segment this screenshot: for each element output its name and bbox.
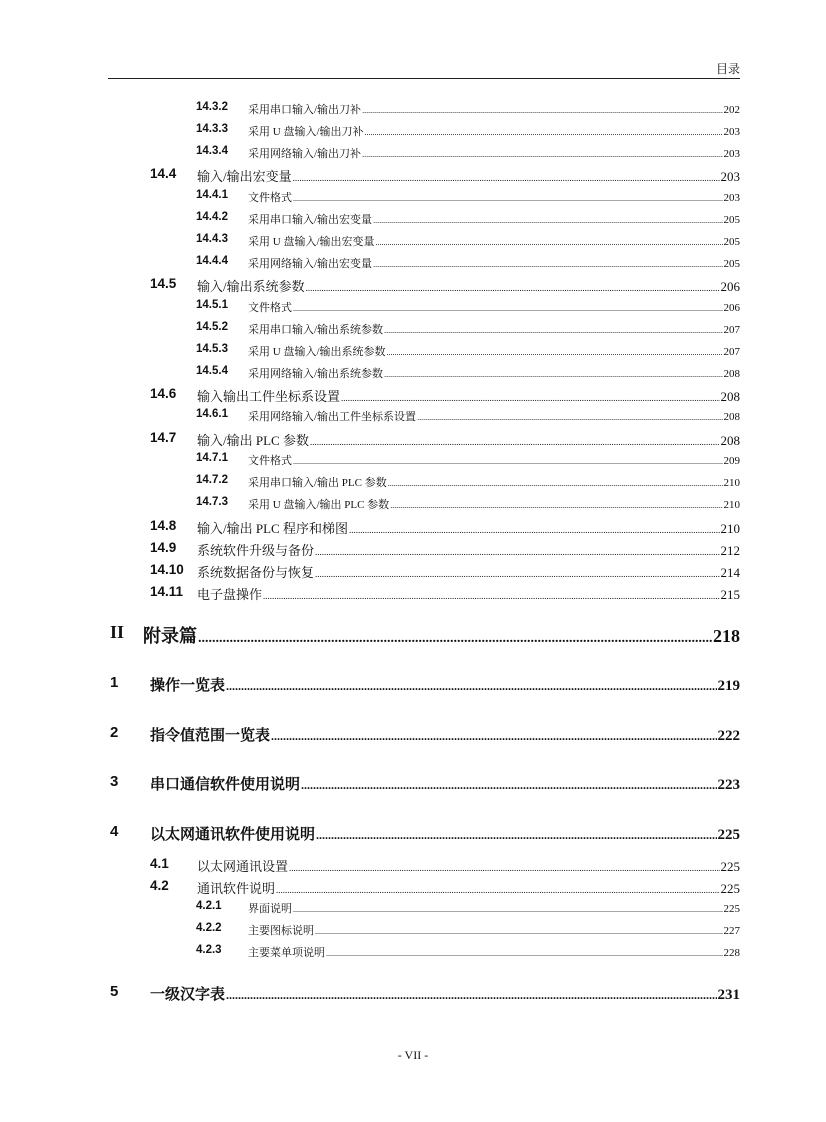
toc-entry-title: 串口通信软件使用说明 [150,775,301,793]
toc-entry[interactable] [0,452,740,468]
toc-entry-title: 采用串口输入/输出系统参数 [248,324,384,336]
toc-entry[interactable] [0,900,740,916]
toc-entry-page: 231 [717,987,740,1003]
toc-entry-number: 4 [110,823,119,840]
toc-entry-page: 205 [723,258,740,270]
toc-entry[interactable] [0,540,740,559]
dot-leader [226,679,716,694]
dot-leader [310,437,720,447]
toc-entry-page: 207 [723,346,740,358]
toc-entry[interactable] [0,101,740,117]
toc-entry-page: 207 [723,324,740,336]
toc-entry[interactable] [0,343,740,359]
toc-entry-number: 4.2.3 [196,944,222,956]
toc-entry-page: 208 [723,368,740,380]
toc-entry-number: 14.3.4 [196,145,228,157]
running-header: 目录 [715,62,740,76]
toc-entry-page: 208 [720,433,740,448]
toc-entry-number: 14.7.2 [196,474,228,486]
dot-leader [315,547,719,557]
dot-leader [198,631,712,647]
toc-entry-title: 附录篇 [143,626,197,647]
toc-entry[interactable] [0,922,740,938]
toc-entry-page: 203 [723,148,740,160]
toc-entry[interactable] [0,518,740,537]
toc-entry-title: 采用网络输入/输出宏变量 [248,258,373,270]
toc-entry-title: 输入输出工件坐标系设置 [197,389,341,404]
toc-entry-number: 5 [110,983,119,1000]
toc-entry-title: 一级汉字表 [150,985,226,1003]
dot-leader [306,283,720,293]
dot-leader [373,260,722,269]
toc-entry-number: 14.7.1 [196,452,228,464]
toc-entry[interactable] [0,408,740,424]
toc-entry[interactable] [0,255,740,271]
toc-entry-title: 界面说明 [248,903,292,915]
toc-entry[interactable] [0,299,740,315]
toc-entry-number: 14.6 [150,386,177,401]
toc-entry-title: 主要图标说明 [248,925,314,937]
toc-entry-number: 1 [110,674,119,691]
toc-entry-title: 采用 U 盘输入/输出系统参数 [248,346,386,358]
toc-entry-page: 218 [713,626,740,646]
toc-entry[interactable] [0,724,740,745]
dot-leader [293,457,723,466]
dot-leader [271,729,716,744]
dot-leader [276,885,719,895]
dot-leader [373,216,722,225]
toc-entry-number: 14.7 [150,430,177,445]
toc-entry-page: 228 [723,947,740,959]
toc-entry-title: 文件格式 [248,455,292,467]
toc-entry-page: 215 [720,587,740,602]
toc-entry-number: 14.4.3 [196,233,228,245]
dot-leader [341,393,719,403]
toc-entry[interactable] [0,430,740,449]
dot-leader [384,370,722,379]
toc-entry-page: 223 [717,777,740,793]
dot-leader [362,106,722,115]
toc-entry-title: 采用 U 盘输入/输出 PLC 参数 [248,499,390,511]
toc-entry-page: 214 [720,565,740,580]
dot-leader [293,304,723,313]
toc-entry-title: 以太网通讯设置 [197,859,289,874]
dot-leader [417,413,722,422]
toc-entry-title: 输入/输出 PLC 程序和梯图 [197,521,348,536]
toc-entry-number: II [110,622,125,642]
toc-entry-number: 14.11 [150,584,184,599]
toc-entry-title: 采用网络输入/输出工件坐标系设置 [248,411,417,423]
header-rule [108,78,740,79]
toc-entry[interactable] [0,944,740,960]
toc-entry[interactable] [0,276,740,295]
toc-entry[interactable] [0,386,740,405]
toc-entry-number: 14.4 [150,166,177,181]
toc-entry-page: 219 [717,678,740,694]
toc-entry-number: 14.5.2 [196,321,228,333]
dot-leader [293,173,720,183]
toc-entry[interactable] [0,622,740,648]
toc-entry-page: 208 [723,411,740,423]
toc-entry-page: 203 [723,192,740,204]
toc-entry[interactable] [0,584,740,603]
toc-entry[interactable] [0,562,740,581]
toc-entry-title: 采用 U 盘输入/输出刀补 [248,126,364,138]
toc-entry-page: 202 [723,104,740,116]
toc-entry-title: 以太网通讯软件使用说明 [150,825,316,843]
toc-entry-page: 222 [717,728,740,744]
toc-entry-page: 225 [720,859,740,874]
dot-leader [293,905,723,914]
toc-entry[interactable] [0,233,740,249]
toc-entry-title: 输入/输出系统参数 [197,279,305,294]
toc-entry-number: 14.4.2 [196,211,228,223]
toc-entry[interactable] [0,321,740,337]
dot-leader [315,927,723,936]
dot-leader [388,479,723,488]
toc-entry-number: 14.7.3 [196,496,228,508]
toc-entry-page: 227 [723,925,740,937]
toc-entry-number: 14.10 [150,562,184,577]
toc-entry-number: 14.6.1 [196,408,228,420]
toc-entry-page: 206 [723,302,740,314]
toc-entry-page: 225 [720,881,740,896]
toc-entry-page: 225 [717,827,740,843]
page-number: - VII - [397,1048,429,1062]
toc-entry-title: 采用网络输入/输出系统参数 [248,368,384,380]
toc-entry-number: 14.4.4 [196,255,228,267]
toc-entry[interactable] [0,878,740,897]
toc-entry-title: 采用 U 盘输入/输出宏变量 [248,236,375,248]
toc-entry[interactable] [0,365,740,381]
toc-entry[interactable] [0,474,740,490]
dot-leader [315,569,719,579]
toc-entry-title: 指令值范围一览表 [150,726,271,744]
toc-entry-title: 电子盘操作 [197,587,263,602]
dot-leader [226,988,716,1003]
toc-entry-title: 采用网络输入/输出刀补 [248,148,362,160]
toc-entry-page: 203 [720,169,740,184]
toc-entry-number: 14.4.1 [196,189,228,201]
dot-leader [293,194,723,203]
toc-entry-number: 4.2.1 [196,900,222,912]
toc-entry-number: 14.5.4 [196,365,228,377]
toc-entry-page: 210 [723,477,740,489]
toc-entry[interactable] [0,823,740,844]
toc-entry-title: 通讯软件说明 [197,881,276,896]
dot-leader [390,501,722,510]
dot-leader [384,326,722,335]
dot-leader [349,525,720,535]
toc-entry-title: 主要菜单项说明 [248,947,325,959]
toc-entry-number: 4.1 [150,856,169,871]
dot-leader [263,591,719,601]
toc-entry[interactable] [0,983,740,1004]
toc-entry[interactable] [0,856,740,875]
toc-entry-number: 4.2 [150,878,169,893]
dot-leader [326,949,723,958]
toc-entry-number: 4.2.2 [196,922,222,934]
toc-entry-page: 210 [720,521,740,536]
toc-entry-number: 14.5.3 [196,343,228,355]
toc-entry-title: 采用串口输入/输出刀补 [248,104,362,116]
toc-entry-title: 系统软件升级与备份 [197,543,315,558]
toc-entry[interactable] [0,145,740,161]
toc-entry-title: 采用串口输入/输出宏变量 [248,214,373,226]
toc-entry-number: 14.5.1 [196,299,228,311]
toc-entry-page: 203 [723,126,740,138]
toc-entry-number: 14.5 [150,276,177,291]
toc-entry-number: 14.3.3 [196,123,228,135]
toc-entry[interactable] [0,189,740,205]
dot-leader [387,348,723,357]
toc-entry-number: 2 [110,724,119,741]
toc-entry-title: 采用串口输入/输出 PLC 参数 [248,477,387,489]
toc-entry[interactable] [0,166,740,185]
toc-entry[interactable] [0,211,740,227]
dot-leader [316,828,716,843]
toc-entry-title: 操作一览表 [150,676,226,694]
dot-leader [376,238,723,247]
toc-entry[interactable] [0,674,740,695]
toc-entry-page: 209 [723,455,740,467]
toc-entry-number: 14.3.2 [196,101,228,113]
toc-entry-number: 3 [110,773,119,790]
toc-entry-title: 输入/输出 PLC 参数 [197,433,309,448]
dot-leader [301,778,716,793]
toc-entry-page: 210 [723,499,740,511]
toc-entry-title: 文件格式 [248,302,292,314]
toc-entry-title: 系统数据备份与恢复 [197,565,315,580]
toc-entry[interactable] [0,773,740,794]
toc-entry[interactable] [0,496,740,512]
toc-entry-page: 208 [720,389,740,404]
toc-entry-page: 205 [723,214,740,226]
toc-entry[interactable] [0,123,740,139]
toc-entry-number: 14.9 [150,540,177,555]
toc-entry-title: 文件格式 [248,192,292,204]
toc-entry-page: 212 [720,543,740,558]
dot-leader [289,863,719,873]
toc-entry-title: 输入/输出宏变量 [197,169,292,184]
toc-entry-page: 206 [720,279,740,294]
toc-entry-page: 225 [723,903,740,915]
toc-entry-page: 205 [723,236,740,248]
dot-leader [362,150,722,159]
toc-entry-number: 14.8 [150,518,177,533]
dot-leader [365,128,723,137]
